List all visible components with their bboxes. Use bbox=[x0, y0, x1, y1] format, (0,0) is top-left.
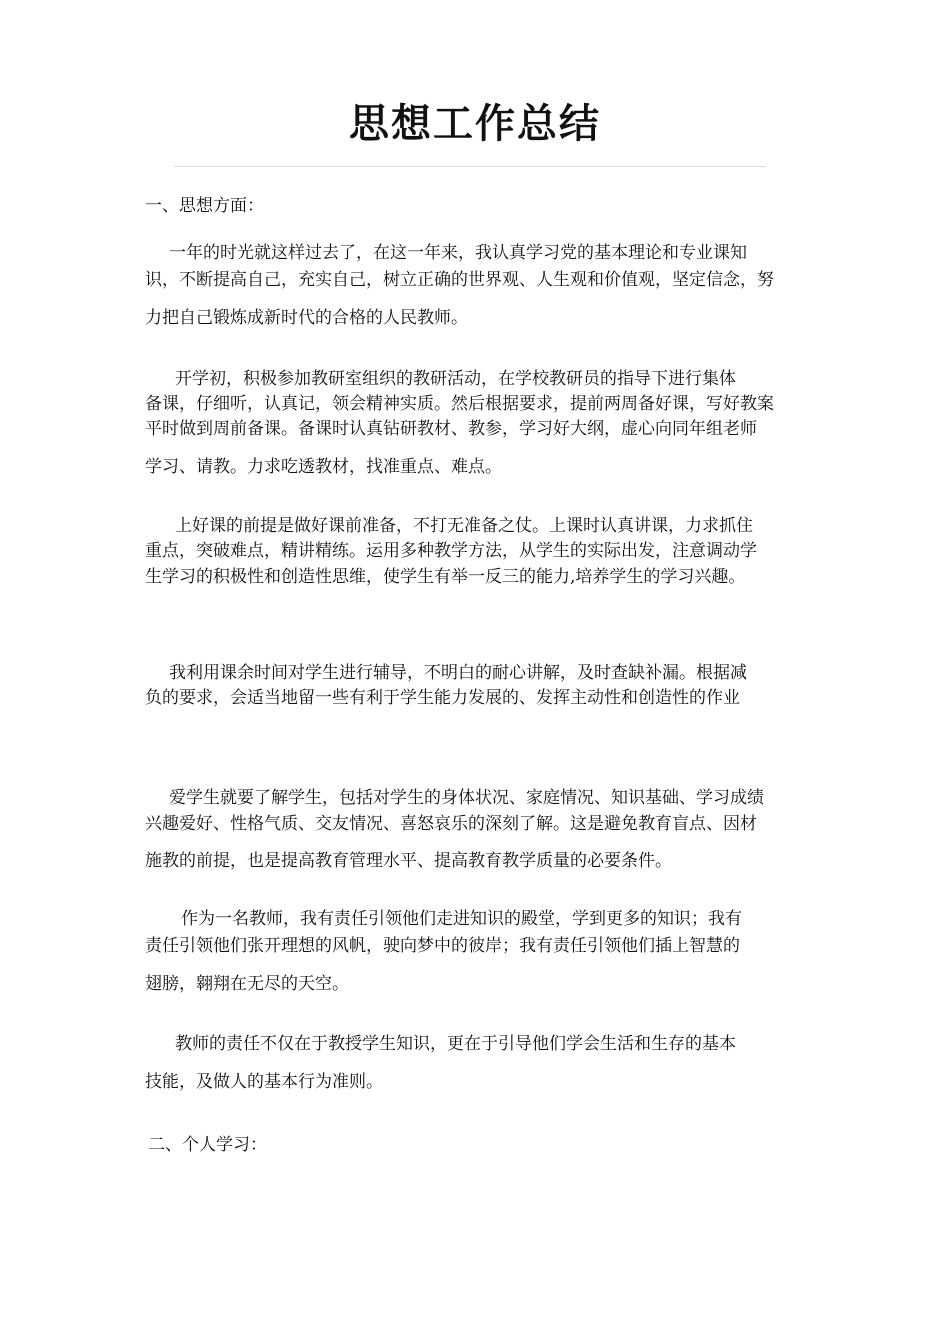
paragraph-line: 备课，仔细听，认真记，领会精神实质。然后根据要求，提前两周备好课，写好教案 bbox=[145, 394, 774, 414]
paragraph-line: 识，不断提高自己，充实自己，树立正确的世界观、人生观和价值观，坚定信念，努 bbox=[145, 270, 774, 290]
document-title: 思想工作总结 bbox=[349, 100, 601, 147]
section-heading-thought: 一、思想方面： bbox=[145, 196, 264, 216]
paragraph-line: 兴趣爱好、性格气质、交友情况、喜怒哀乐的深刻了解。这是避免教育盲点、因材 bbox=[145, 814, 757, 834]
paragraph-line: 开学初，积极参加教研室组织的教研活动，在学校教研员的指导下进行集体 bbox=[175, 369, 736, 389]
paragraph-line: 力把自己锻炼成新时代的合格的人民教师。 bbox=[145, 308, 468, 328]
paragraph-line: 施教的前提，也是提高教育管理水平、提高教育教学质量的必要条件。 bbox=[145, 851, 672, 871]
title-divider bbox=[174, 166, 766, 167]
paragraph-line: 重点，突破难点，精讲精练。运用多种教学方法，从学生的实际出发，注意调动学 bbox=[145, 541, 757, 561]
section-heading-study: 二、个人学习： bbox=[148, 1135, 267, 1155]
paragraph-line: 技能，及做人的基本行为准则。 bbox=[145, 1072, 383, 1092]
paragraph-line: 上好课的前提是做好课前准备，不打无准备之仗。上课时认真讲课，力求抓住 bbox=[175, 516, 753, 536]
paragraph-line: 翅膀，翱翔在无尽的天空。 bbox=[145, 974, 349, 994]
paragraph-line: 负的要求，会适当地留一些有利于学生能力发展的、发挥主动性和创造性的作业 bbox=[145, 688, 740, 708]
paragraph-line: 平时做到周前备课。备课时认真钻研教材、教参，学习好大纲，虚心向同年组老师 bbox=[145, 419, 757, 439]
paragraph-line: 我利用课余时间对学生进行辅导，不明白的耐心讲解，及时查缺补漏。根据减 bbox=[169, 663, 747, 683]
paragraph-line: 作为一名教师，我有责任引领他们走进知识的殿堂，学到更多的知识；我有 bbox=[181, 909, 742, 929]
paragraph-line: 责任引领他们张开理想的风帆，驶向梦中的彼岸；我有责任引领他们插上智慧的 bbox=[145, 936, 740, 956]
paragraph-line: 一年的时光就这样过去了，在这一年来，我认真学习党的基本理论和专业课知 bbox=[169, 243, 747, 263]
paragraph-line: 学习、请教。力求吃透教材，找准重点、难点。 bbox=[145, 457, 502, 477]
paragraph-line: 生学习的积极性和创造性思维，使学生有举一反三的能力,培养学生的学习兴趣。 bbox=[145, 567, 746, 587]
paragraph-line: 爱学生就要了解学生，包括对学生的身体状况、家庭情况、知识基础、学习成绩 bbox=[169, 788, 764, 808]
paragraph-line: 教师的责任不仅在于教授学生知识，更在于引导他们学会生活和生存的基本 bbox=[175, 1034, 736, 1054]
